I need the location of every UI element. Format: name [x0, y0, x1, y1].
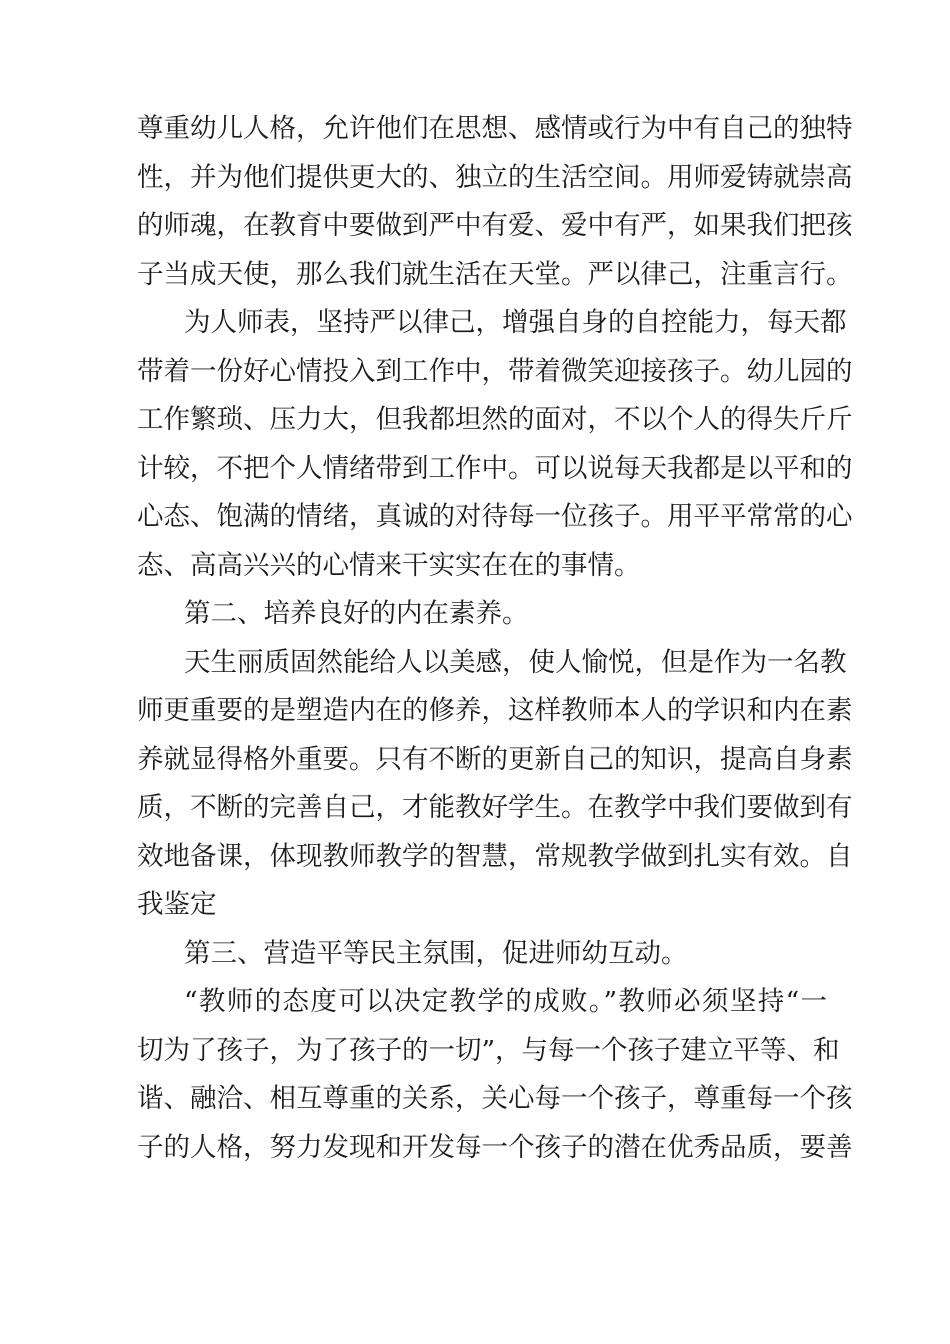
text-line: 谐、融洽、相互尊重的关系，关心每一个孩子，尊重每一个孩 — [137, 1083, 853, 1114]
text-line: 工作繁琐、压力大，但我都坦然的面对，不以个人的得失斤斤 — [137, 404, 853, 435]
paragraph-first-line: 第三、营造平等民主氛围，促进师幼互动。 — [184, 937, 688, 969]
text-line: 性，并为他们提供更大的、独立的生活空间。用师爱铸就崇高 — [137, 161, 853, 193]
text-line: 带着一份好心情投入到工作中，带着微笑迎接孩子。幼儿园的 — [137, 355, 853, 387]
text-line: 的师魂，在教育中要做到严中有爱、爱中有严，如果我们把孩 — [137, 210, 853, 241]
paragraph-first-line: 天生丽质固然能给人以美感，使人愉悦，但是作为一名教 — [184, 646, 847, 678]
paragraph-first-line: 第二、培养良好的内在素养。 — [184, 598, 529, 629]
text-line: 态、高高兴兴的心情来干实实在在的事情。 — [137, 549, 641, 581]
text-line: 养就显得格外重要。只有不断的更新自己的知识，提高自身素 — [137, 743, 853, 775]
text-line: 计较，不把个人情绪带到工作中。可以说每天我都是以平和的 — [137, 452, 853, 484]
text-line: 子的人格，努力发现和开发每一个孩子的潜在优秀品质，要善 — [137, 1131, 853, 1163]
text-line: 子当成天使，那么我们就生活在天堂。严以律己，注重言行。 — [137, 258, 853, 290]
text-line: 师更重要的是塑造内在的修养，这样教师本人的学识和内在素 — [137, 695, 853, 726]
text-line: 切为了孩子，为了孩子的一切”，与每一个孩子建立平等、和 — [137, 1034, 840, 1066]
text-line: 效地备课，体现教师教学的智慧，常规教学做到扎实有效。自 — [137, 840, 853, 872]
paragraph-first-line: 为人师表，坚持严以律己，增强自身的自控能力，每天都 — [184, 307, 847, 338]
text-line: 质，不断的完善自己，才能教好学生。在教学中我们要做到有 — [137, 792, 853, 823]
body-text — [137, 105, 853, 1172]
text-line: 尊重幼儿人格，允许他们在思想、感情或行为中有自己的独特 — [137, 113, 853, 144]
text-line: 心态、饱满的情绪，真诚的对待每一位孩子。用平平常常的心 — [137, 501, 853, 532]
paragraph-first-line: “教师的态度可以决定教学的成败。”教师必须坚持“一 — [184, 986, 827, 1017]
text-line: 我鉴定 — [137, 889, 217, 920]
